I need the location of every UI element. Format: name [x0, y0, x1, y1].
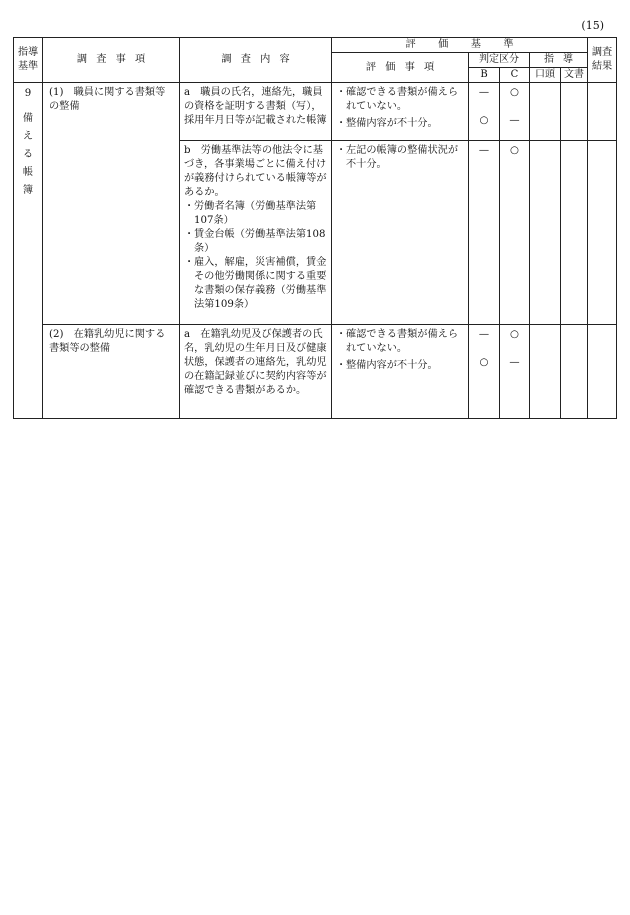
table-row: [14, 83, 617, 141]
header-judgement: 判定区分: [469, 53, 530, 68]
header-grade-b: B: [469, 68, 500, 83]
oral-cell[interactable]: [530, 141, 561, 325]
survey-item-2: (2) 在籍乳幼児に関する書類等の整備: [43, 325, 180, 419]
page-number: (15): [581, 19, 604, 32]
header-guidance-standard-line1: 指導: [17, 47, 39, 58]
header-survey-content: 調査内容: [180, 38, 332, 83]
oral-cell[interactable]: [530, 325, 561, 419]
survey-item-1: (1) 職員に関する書類等の整備: [43, 83, 180, 325]
criteria-line: ・ 確認できる書類が備えられていない。: [336, 329, 459, 354]
header-document: 文書: [561, 68, 588, 83]
header-result: [588, 38, 617, 83]
criteria-line: ・ 確認できる書類が備えられていない。: [336, 87, 459, 112]
criteria-line: ・ 左記の帳簿の整備状況が不十分。: [336, 145, 459, 170]
table-row: [14, 325, 617, 419]
grade-c-cell: ○ —: [500, 325, 530, 419]
header-survey-item: 調査事項: [43, 38, 180, 83]
result-cell[interactable]: [588, 325, 617, 419]
list-item: ・ 賃金台帳（労働基準法第108条）: [184, 229, 326, 254]
list-item: ・ 雇入，解雇，災害補償，賃金その他労働関係に関する重要な書類の保存義務（労働基準法第109条）: [184, 257, 327, 310]
grade-b-cell: — ○: [469, 325, 500, 419]
grade-c-cell: ○ —: [500, 83, 530, 141]
header-eval-item: 評価事項: [332, 53, 469, 83]
section-title-char: る: [22, 149, 34, 160]
header-guidance-standard-line2: 基準: [17, 61, 39, 72]
header-result-line1: 調査: [591, 47, 613, 58]
header-result-line2: 結果: [591, 61, 613, 72]
document-cell[interactable]: [561, 141, 588, 325]
survey-content-1b: b 労働基準法等の他法令に基づき，各事業場ごとに備え付けが義務付けられている帳簿等があるか。 ・ 労働者名簿（労働基準法第107条） ・ 賃金台帳（労働基準法第108条） ・ 雇入，解雇，災害補償，賃金その他労働関係に関する重要な書類の保存義務（労働基準法第109条）: [180, 141, 332, 325]
header-guidance-standard: [14, 38, 43, 83]
criteria-line: ・ 整備内容が不十分。: [336, 360, 438, 371]
grade-b-cell: — ○: [469, 83, 500, 141]
section-title-char: え: [22, 131, 34, 142]
survey-content-1a: a 職員の氏名，連絡先，職員の資格を証明する書類（写），採用年月日等が記載された帳簿: [180, 83, 332, 141]
section-title-char: 備: [22, 113, 34, 124]
document-cell[interactable]: [561, 325, 588, 419]
result-cell[interactable]: [588, 141, 617, 325]
grade-b-cell: —: [469, 141, 500, 325]
document-cell[interactable]: [561, 83, 588, 141]
section-number: 9: [24, 88, 32, 99]
header-grade-c: C: [500, 68, 530, 83]
guidance-section-cell: [14, 83, 43, 419]
eval-item-1b: [332, 141, 469, 325]
header-oral: 口頭: [530, 68, 561, 83]
eval-item-2a: [332, 325, 469, 419]
criteria-line: ・ 整備内容が不十分。: [336, 118, 438, 129]
eval-item-1a: [332, 83, 469, 141]
oral-cell[interactable]: [530, 83, 561, 141]
section-title-char: 簿: [22, 185, 34, 196]
header-guidance: 指導: [530, 53, 588, 68]
survey-content-2a: a 在籍乳幼児及び保護者の氏名，乳幼児の生年月日及び健康状態，保護者の連絡先，乳幼児の在籍記録並びに契約内容等が確認できる書類があるか。: [180, 325, 332, 419]
result-cell[interactable]: [588, 83, 617, 141]
grade-c-cell: ○: [500, 141, 530, 325]
list-item: ・ 労働者名簿（労働基準法第107条）: [184, 201, 317, 226]
section-title-char: 帳: [22, 167, 34, 178]
header-eval-criteria: 評価基準: [332, 38, 588, 53]
inspection-table: [13, 37, 617, 419]
